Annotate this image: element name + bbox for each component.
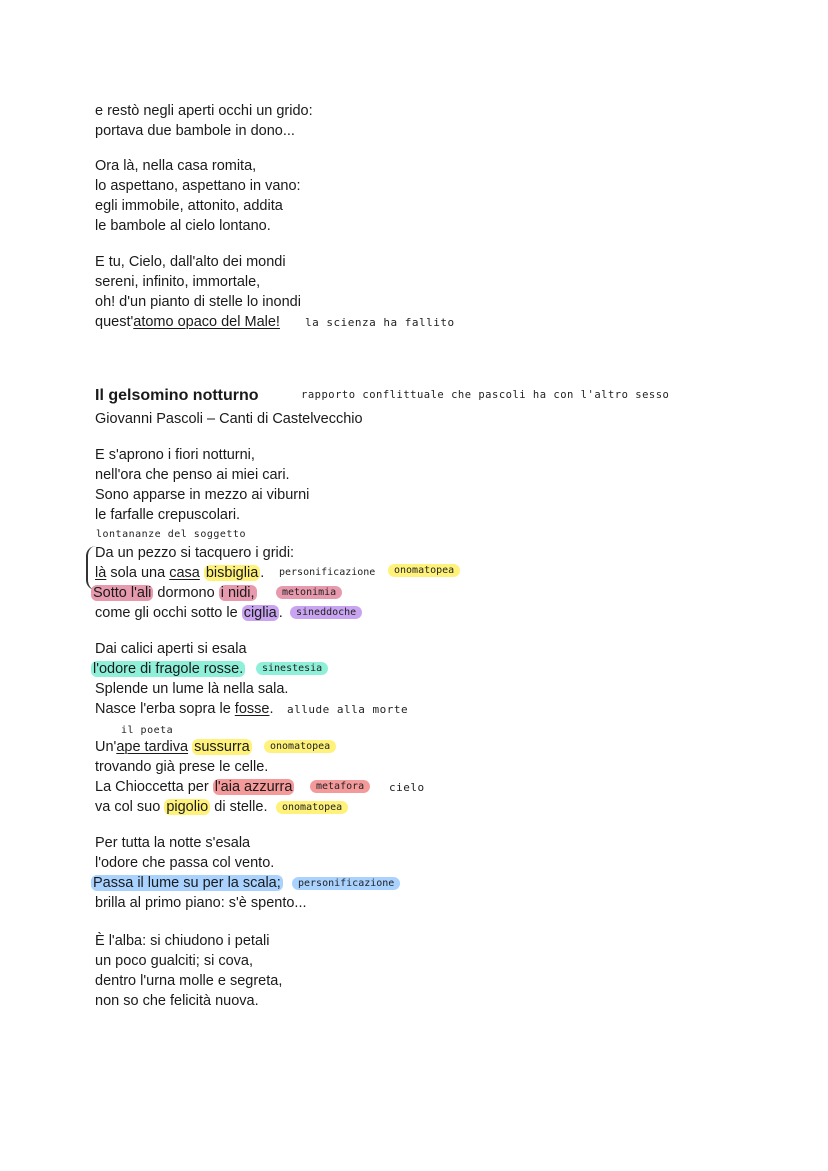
verse-line: non so che felicità nuova. [95,993,259,1009]
highlight-metonimia: Sotto l'ali [93,585,152,601]
verse-line: trovando già prese le celle. [95,759,269,775]
verse-line: Sono apparse in mezzo ai viburni [95,487,310,503]
figure-tag-onomatopea: onomatopea [388,564,460,577]
verse-text: quest' [95,314,134,330]
figure-tag-sinestesia: sinestesia [256,662,328,675]
verse-line: un poco gualciti; si cova, [95,953,253,969]
verse-text: Nasce l'erba sopra le [95,701,235,717]
verse-line: È l'alba: si chiudono i petali [95,933,270,949]
verse-line: le farfalle crepuscolari. [95,507,241,523]
handwritten-note: lontananze del soggetto [96,529,246,540]
figure-tag-metafora: metafora [310,780,370,793]
verse-line [95,603,283,623]
verse-line: Ora là, nella casa romita, [95,158,257,174]
verse-text: va col suo [95,799,165,815]
verse-line: le bambole al cielo lontano. [95,218,271,234]
verse-line: egli immobile, attonito, addita [95,198,283,214]
underlined-word: fosse [234,701,270,717]
handwritten-note: allude alla morte [287,703,409,716]
highlight-sineddoche: ciglia [243,605,277,621]
underlined-phrase: ape tardiva [116,739,189,755]
verse-line [95,777,294,797]
verse-line [95,797,267,817]
verse-line: Da un pezzo si tacquero i gridi: [95,545,295,561]
figure-tag-sineddoche: sineddoche [290,606,362,619]
underlined-word: là [95,565,107,581]
verse-line [95,737,252,757]
verse-line [95,699,274,719]
verse-text: sola una [106,565,170,581]
highlight-onomatopea: bisbiglia [205,565,259,581]
figure-tag-onomatopea: onomatopea [276,801,348,814]
figure-tag-metonimia: metonimia [276,586,342,599]
handwritten-note: rapporto conflittuale che pascoli ha con l'altro sesso [301,389,670,401]
highlight-metonimia: i nidi, [220,585,255,601]
verse-line: E tu, Cielo, dall'alto dei mondi [95,254,286,270]
handwritten-note: il poeta [121,725,174,736]
verse-line [95,563,264,583]
poem-title: Il gelsomino notturno [95,387,259,404]
verse-line: brilla al primo piano: s'è spento... [95,895,307,911]
highlight-onomatopea: sussurra [194,739,250,755]
verse-line [91,873,283,893]
verse-line: nell'ora che penso ai miei cari. [95,467,290,483]
verse-line: Splende un lume là nella sala. [95,681,289,697]
underlined-word: casa [169,565,200,581]
verse-line: oh! d'un pianto di stelle lo inondi [95,294,301,310]
verse-text: di stelle. [210,799,268,815]
verse-text: . [278,605,283,621]
verse-line: Per tutta la notte s'esala [95,835,251,851]
verse-text: come gli occhi sotto le [95,605,242,621]
verse-line [91,583,257,603]
highlight-metafora: l'aia azzurra [214,779,293,795]
handwritten-note: cielo [389,781,425,794]
verse-line: Dai calici aperti si esala [95,641,247,657]
verse-text: . [260,565,265,581]
figure-tag-personificazione: personificazione [279,567,376,578]
figure-tag-personificazione: personificazione [292,877,400,890]
verse-line: l'odore che passa col vento. [95,855,275,871]
verse-line: dentro l'urna molle e segreta, [95,973,283,989]
verse-text: dormono [153,585,219,601]
verse-line [95,312,280,332]
verse-text: . [269,701,274,717]
handwritten-note: la scienza ha fallito [305,316,455,329]
verse-text: La Chioccetta per [95,779,213,795]
poem-author: Giovanni Pascoli – Canti di Castelvecchio [95,411,363,427]
highlight-sinestesia: l'odore di fragole rosse. [93,661,244,677]
highlight-onomatopea: pigolio [166,799,209,815]
verse-line: e restò negli aperti occhi un grido: [95,103,313,119]
verse-line: lo aspettano, aspettano in vano: [95,178,301,194]
verse-text: Un' [95,739,117,755]
verse-line [91,659,245,679]
highlight-personificazione: Passa il lume su per la scala; [93,875,281,891]
verse-line: portava due bambole in dono... [95,123,295,139]
verse-line: E s'aprono i fiori notturni, [95,447,255,463]
underlined-phrase: atomo opaco del Male! [133,314,280,330]
verse-line: sereni, infinito, immortale, [95,274,261,290]
figure-tag-onomatopea: onomatopea [264,740,336,753]
